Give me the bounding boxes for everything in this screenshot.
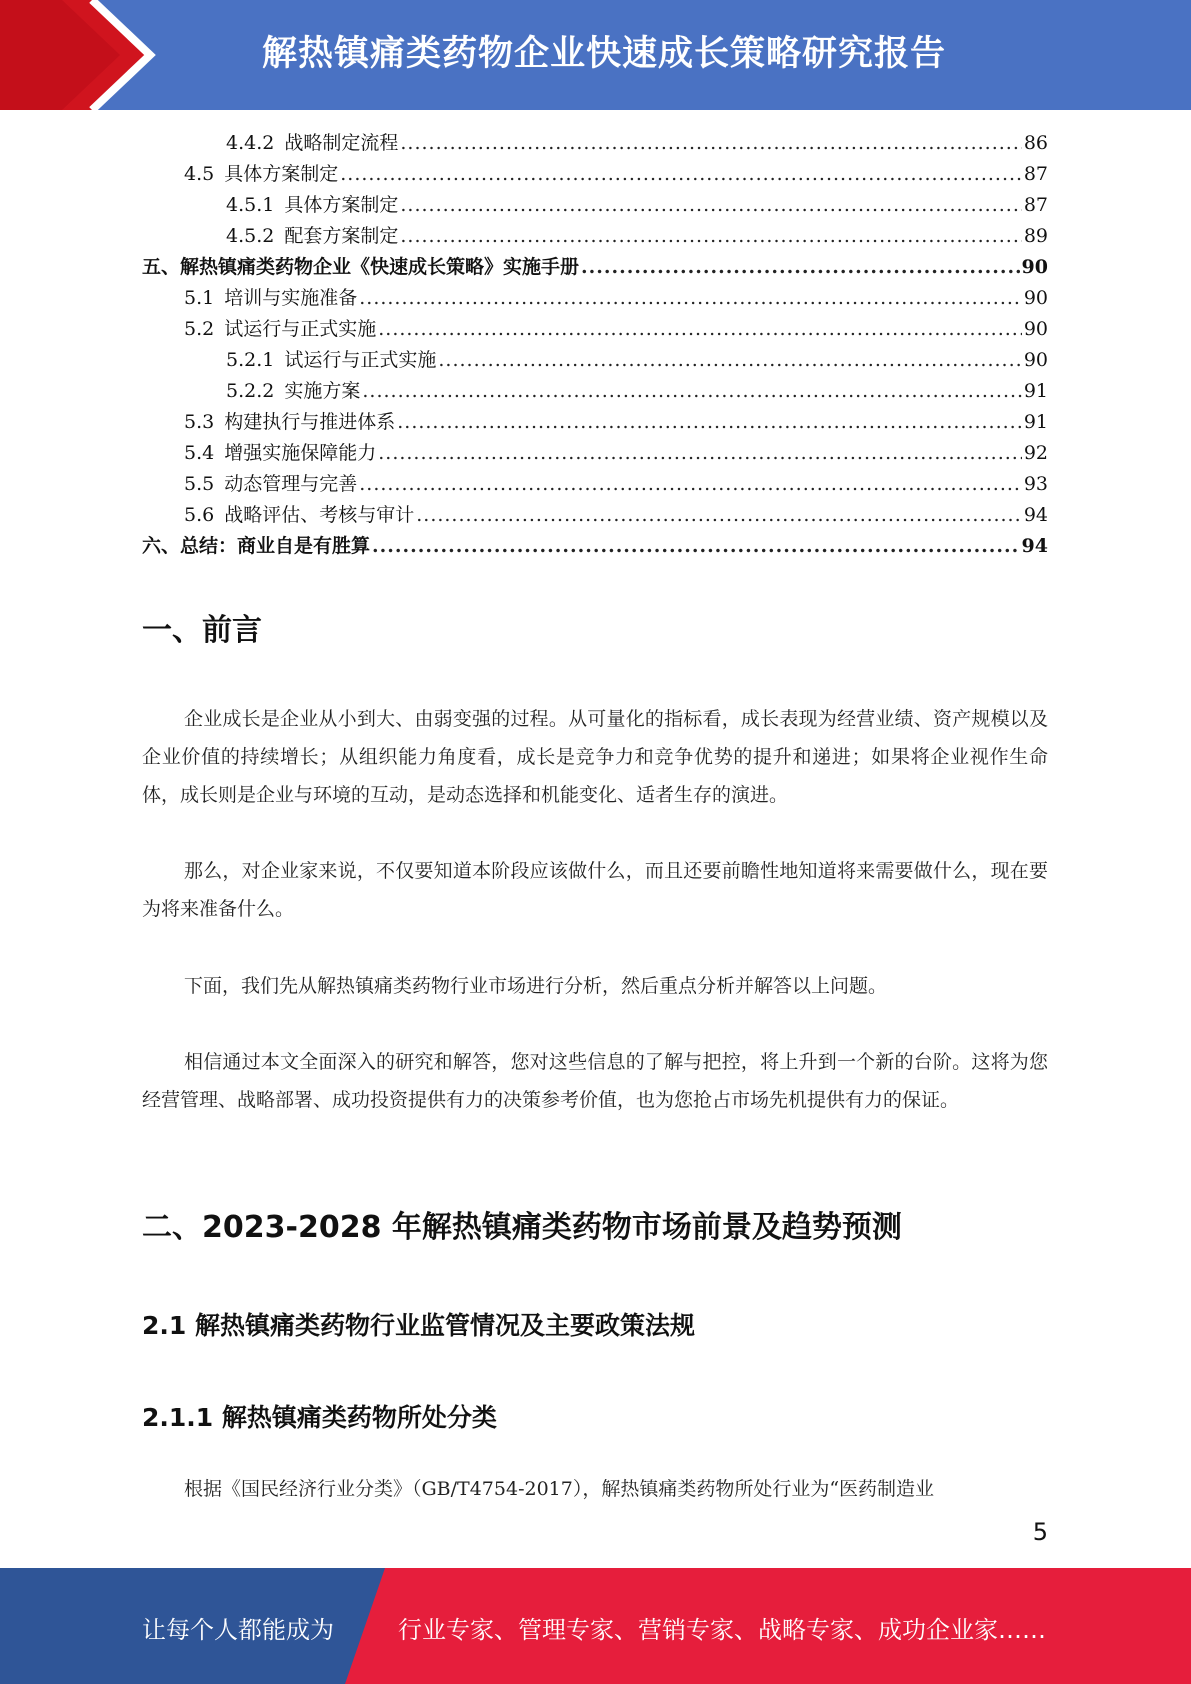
toc-entry-page: 94 [1021,535,1048,557]
paragraph: 那么，对企业家来说，不仅要知道本阶段应该做什么，而且还要前瞻性地知道将来需要做什么，现在要为将来准备什么。 [142,860,1048,920]
toc-entry-page: 87 [1023,194,1048,216]
toc-entry-page: 89 [1023,225,1048,247]
toc-entry-number: 5.4 [184,442,215,464]
toc-entry[interactable] [142,469,1048,500]
toc-entry[interactable] [142,190,1048,221]
toc-entry-page: 90 [1023,318,1048,340]
toc-entry[interactable] [142,376,1048,407]
toc-entry-label: 五、解热镇痛类药物企业《快速成长策略》实施手册 [142,256,580,278]
toc-leader-dots [378,438,1022,469]
toc-leader-dots [378,314,1022,345]
toc-entry-label: 试运行与正式实施 [284,349,437,371]
toc-leader-dots [362,376,1021,407]
toc-entry[interactable] [142,500,1048,531]
toc-leader-dots [400,221,1021,252]
toc-entry[interactable] [142,314,1048,345]
toc-entry-number: 4.4.2 [226,132,275,154]
toc-leader-dots [359,469,1022,500]
toc-entry-page: 87 [1023,163,1048,185]
toc-leader-dots [359,283,1022,314]
toc-entry-label: 动态管理与完善 [224,473,358,495]
toc-entry-number: 5.6 [184,504,215,526]
toc-entry-page: 91 [1023,411,1048,433]
toc-entry-label: 战略制定流程 [284,132,399,154]
toc-entry-number: 5.3 [184,411,215,433]
paragraph: 根据《国民经济行业分类》（GB/T4754-2017），解热镇痛类药物所处行业为“医药制造业 [184,1478,935,1500]
toc-entry-number: 4.5 [184,163,215,185]
subsubsection-heading: 2.1.1 解热镇痛类药物所处分类 [142,1403,497,1432]
toc-entry[interactable] [142,531,1048,562]
paragraph: 相信通过本文全面深入的研究和解答，您对这些信息的了解与把控，将上升到一个新的台阶。这将为您经营管理、战略部署、成功投资提供有力的决策参考价值，也为您抢占市场先机提供有力的保证。 [142,1051,1048,1111]
toc-entry-number: 4.5.2 [226,225,275,247]
toc-entry-page: 86 [1023,132,1048,154]
toc-entry-number: 5.5 [184,473,215,495]
toc-entry-label: 配套方案制定 [284,225,399,247]
toc-entry-page: 93 [1023,473,1048,495]
toc-entry-label: 具体方案制定 [224,163,339,185]
toc-leader-dots [372,531,1020,562]
paragraph: 企业成长是企业从小到大、由弱变强的过程。从可量化的指标看，成长表现为经营业绩、资产规模以及企业价值的持续增长；从组织能力角度看，成长是竞争力和竞争优势的提升和递进；如果将企业视作生命体，成长则是企业与环境的互动，是动态选择和机能变化、适者生存的演进。 [142,708,1048,806]
toc-entry[interactable] [142,221,1048,252]
toc-entry[interactable] [142,345,1048,376]
toc-leader-dots [400,190,1021,221]
section-heading-preface: 一、前言 [142,613,262,648]
toc-entry-label: 战略评估、考核与审计 [224,504,415,526]
toc-entry-page: 94 [1023,504,1048,526]
toc-entry-label: 六、总结：商业自是有胜算 [142,535,371,557]
toc-leader-dots [340,159,1022,190]
toc-entry-label: 试运行与正式实施 [224,318,377,340]
toc-entry-page: 91 [1023,380,1048,402]
toc-entry[interactable] [142,252,1048,283]
table-of-contents [142,128,1048,562]
toc-entry-page: 90 [1023,287,1048,309]
footer-slogan-right: 行业专家、管理专家、营销专家、战略专家、成功企业家…… [398,1616,1046,1644]
toc-entry-number: 5.2.2 [226,380,275,402]
report-title: 解热镇痛类药物企业快速成长策略研究报告 [262,34,947,74]
header-arrow-decoration [0,0,200,110]
subsection-heading: 2.1 解热镇痛类药物行业监管情况及主要政策法规 [142,1311,695,1340]
section-heading-market-outlook: 二、2023-2028 年解热镇痛类药物市场前景及趋势预测 [142,1210,902,1245]
toc-entry[interactable] [142,283,1048,314]
toc-leader-dots [416,500,1022,531]
toc-entry[interactable] [142,159,1048,190]
toc-entry[interactable] [142,438,1048,469]
footer-slogan-left: 让每个人都能成为 [142,1616,334,1644]
toc-leader-dots [581,252,1020,283]
page-header [0,0,1191,110]
toc-leader-dots [397,407,1022,438]
toc-entry-label: 实施方案 [284,380,361,402]
toc-entry-page: 90 [1021,256,1048,278]
toc-entry-label: 构建执行与推进体系 [224,411,396,433]
toc-entry-number: 5.1 [184,287,215,309]
page-number: 5 [1032,1518,1048,1546]
toc-entry-label: 培训与实施准备 [224,287,358,309]
paragraph: 下面，我们先从解热镇痛类药物行业市场进行分析，然后重点分析并解答以上问题。 [184,975,888,997]
toc-entry[interactable] [142,128,1048,159]
toc-entry-number: 5.2.1 [226,349,275,371]
toc-entry-page: 90 [1023,349,1048,371]
toc-leader-dots [438,345,1021,376]
toc-entry-page: 92 [1023,442,1048,464]
toc-leader-dots [400,128,1021,159]
toc-entry-number: 4.5.1 [226,194,275,216]
page-footer [0,1568,1191,1684]
toc-entry[interactable] [142,407,1048,438]
toc-entry-label: 增强实施保障能力 [224,442,377,464]
toc-entry-label: 具体方案制定 [284,194,399,216]
toc-entry-number: 5.2 [184,318,215,340]
